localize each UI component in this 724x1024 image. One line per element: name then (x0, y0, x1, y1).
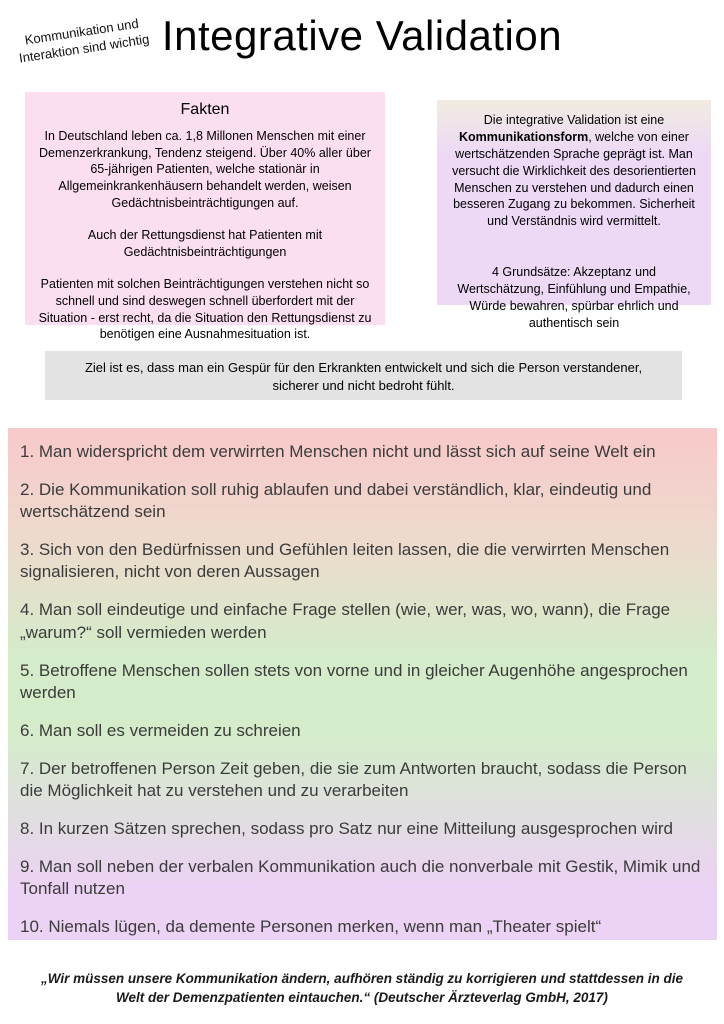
rule-item-2: 2. Die Kommunikation soll ruhig ablaufen und dabei verständlich, klar, eindeutig und wertschätzend sein (20, 480, 652, 522)
info-p1-pre: Die integrative Validation ist eine (483, 113, 665, 127)
rule-item-1: 1. Man widerspricht dem verwirrten Menschen nicht und lässt sich auf seine Welt ein (20, 442, 656, 461)
info-paragraph-2: 4 Grundsätze: Akzeptanz und Wertschätzung, Einfühlung und Empathie, Würde bewahren, spürbar ehrlich und authentisch sein (457, 265, 691, 330)
facts-paragraph-3: Patienten mit solchen Beinträchtigungen verstehen nicht so schnell und sind deswegen schnell überfordert mit der Situation - erst recht, da die Situation den Rettungsdienst zu benötigen eine Ausnahmesituation ist. (38, 277, 372, 342)
rule-item-8: 8. In kurzen Sätzen sprechen, sodass pro Satz nur eine Mitteilung ausgesprochen wird (20, 819, 673, 839)
facts-heading: Fakten (180, 101, 230, 118)
rule-item-4: 4. Man soll eindeutige und einfache Frage stellen (wie, wer, was, wo, wann), die Frage „warum?“ soll vermieden werden (20, 600, 671, 642)
facts-box (25, 92, 385, 342)
rule-item-3: 3. Sich von den Bedürfnissen und Gefühlen leiten lassen, die die verwirrten Menschen signalisieren, nicht von deren Aussagen (20, 540, 670, 582)
rule-item-5: 5. Betroffene Menschen sollen stets von vorne und in gleicher Augenhöhe angesprochen werden (20, 660, 688, 702)
facts-paragraph-2: Auch der Rettungsdienst hat Patienten mit Gedächtnisbeinträchtigungen (87, 228, 323, 259)
goal-text: Ziel ist es, dass man ein Gespür für den Erkrankten entwickelt und sich die Person verstandener, sicherer und nicht bedroht fühlt. (84, 360, 643, 393)
footer-quote: „Wir müssen unsere Kommunikation ändern, aufhören ständig zu korrigieren und stattdessen in die Welt der Demenzpatienten eintauchen.“ (Deutscher Ärzteverlag GmbH, 2017) (41, 971, 683, 1005)
info-paragraph-1 (447, 112, 701, 230)
info-p1-bold: Kommunikationsform (459, 129, 589, 144)
rule-item-7: 7. Der betroffenen Person Zeit geben, die sie zum Antworten braucht, sodass die Person die Möglichkeit hat zu verstehen und zu verarbeiten (20, 758, 687, 801)
rule-item-9: 9. Man soll neben der verbalen Kommunikation auch die nonverbale mit Gestik, Mimik und Tonfall nutzen (20, 857, 701, 899)
rule-item-10: 10. Niemals lügen, da demente Personen merken, wenn man „Theater spielt“ (20, 917, 602, 937)
page-title: Integrative Validation (161, 12, 563, 59)
rotated-note: Kommunikation und Interaktion sind wichtig (17, 15, 151, 66)
goal-box (45, 351, 682, 400)
info-spacer (447, 230, 701, 264)
info-box (437, 100, 711, 330)
facts-paragraph-1: In Deutschland leben ca. 1,8 Millonen Menschen mit einer Demenzerkrankung, Tendenz steigend. Über 40% aller über 65-jährigen Patienten, welche stationär in Allgemeinkrankenhäusern behandelt werden, weisen Gedächtnisbeinträchtigungen auf. (39, 129, 371, 210)
info-p1-post: , welche von einer wertschätzenden Sprache geprägt ist. Man versucht die Wirklichkeit des desorientierten Menschen zu verstehen und dadurch einen besseren Zugang zu bekommen. Sicherheit und Verständnis wird vermittelt. (452, 129, 696, 229)
rules-list (8, 428, 717, 940)
rule-item-6: 6. Man soll es vermeiden zu schreien (20, 720, 301, 740)
